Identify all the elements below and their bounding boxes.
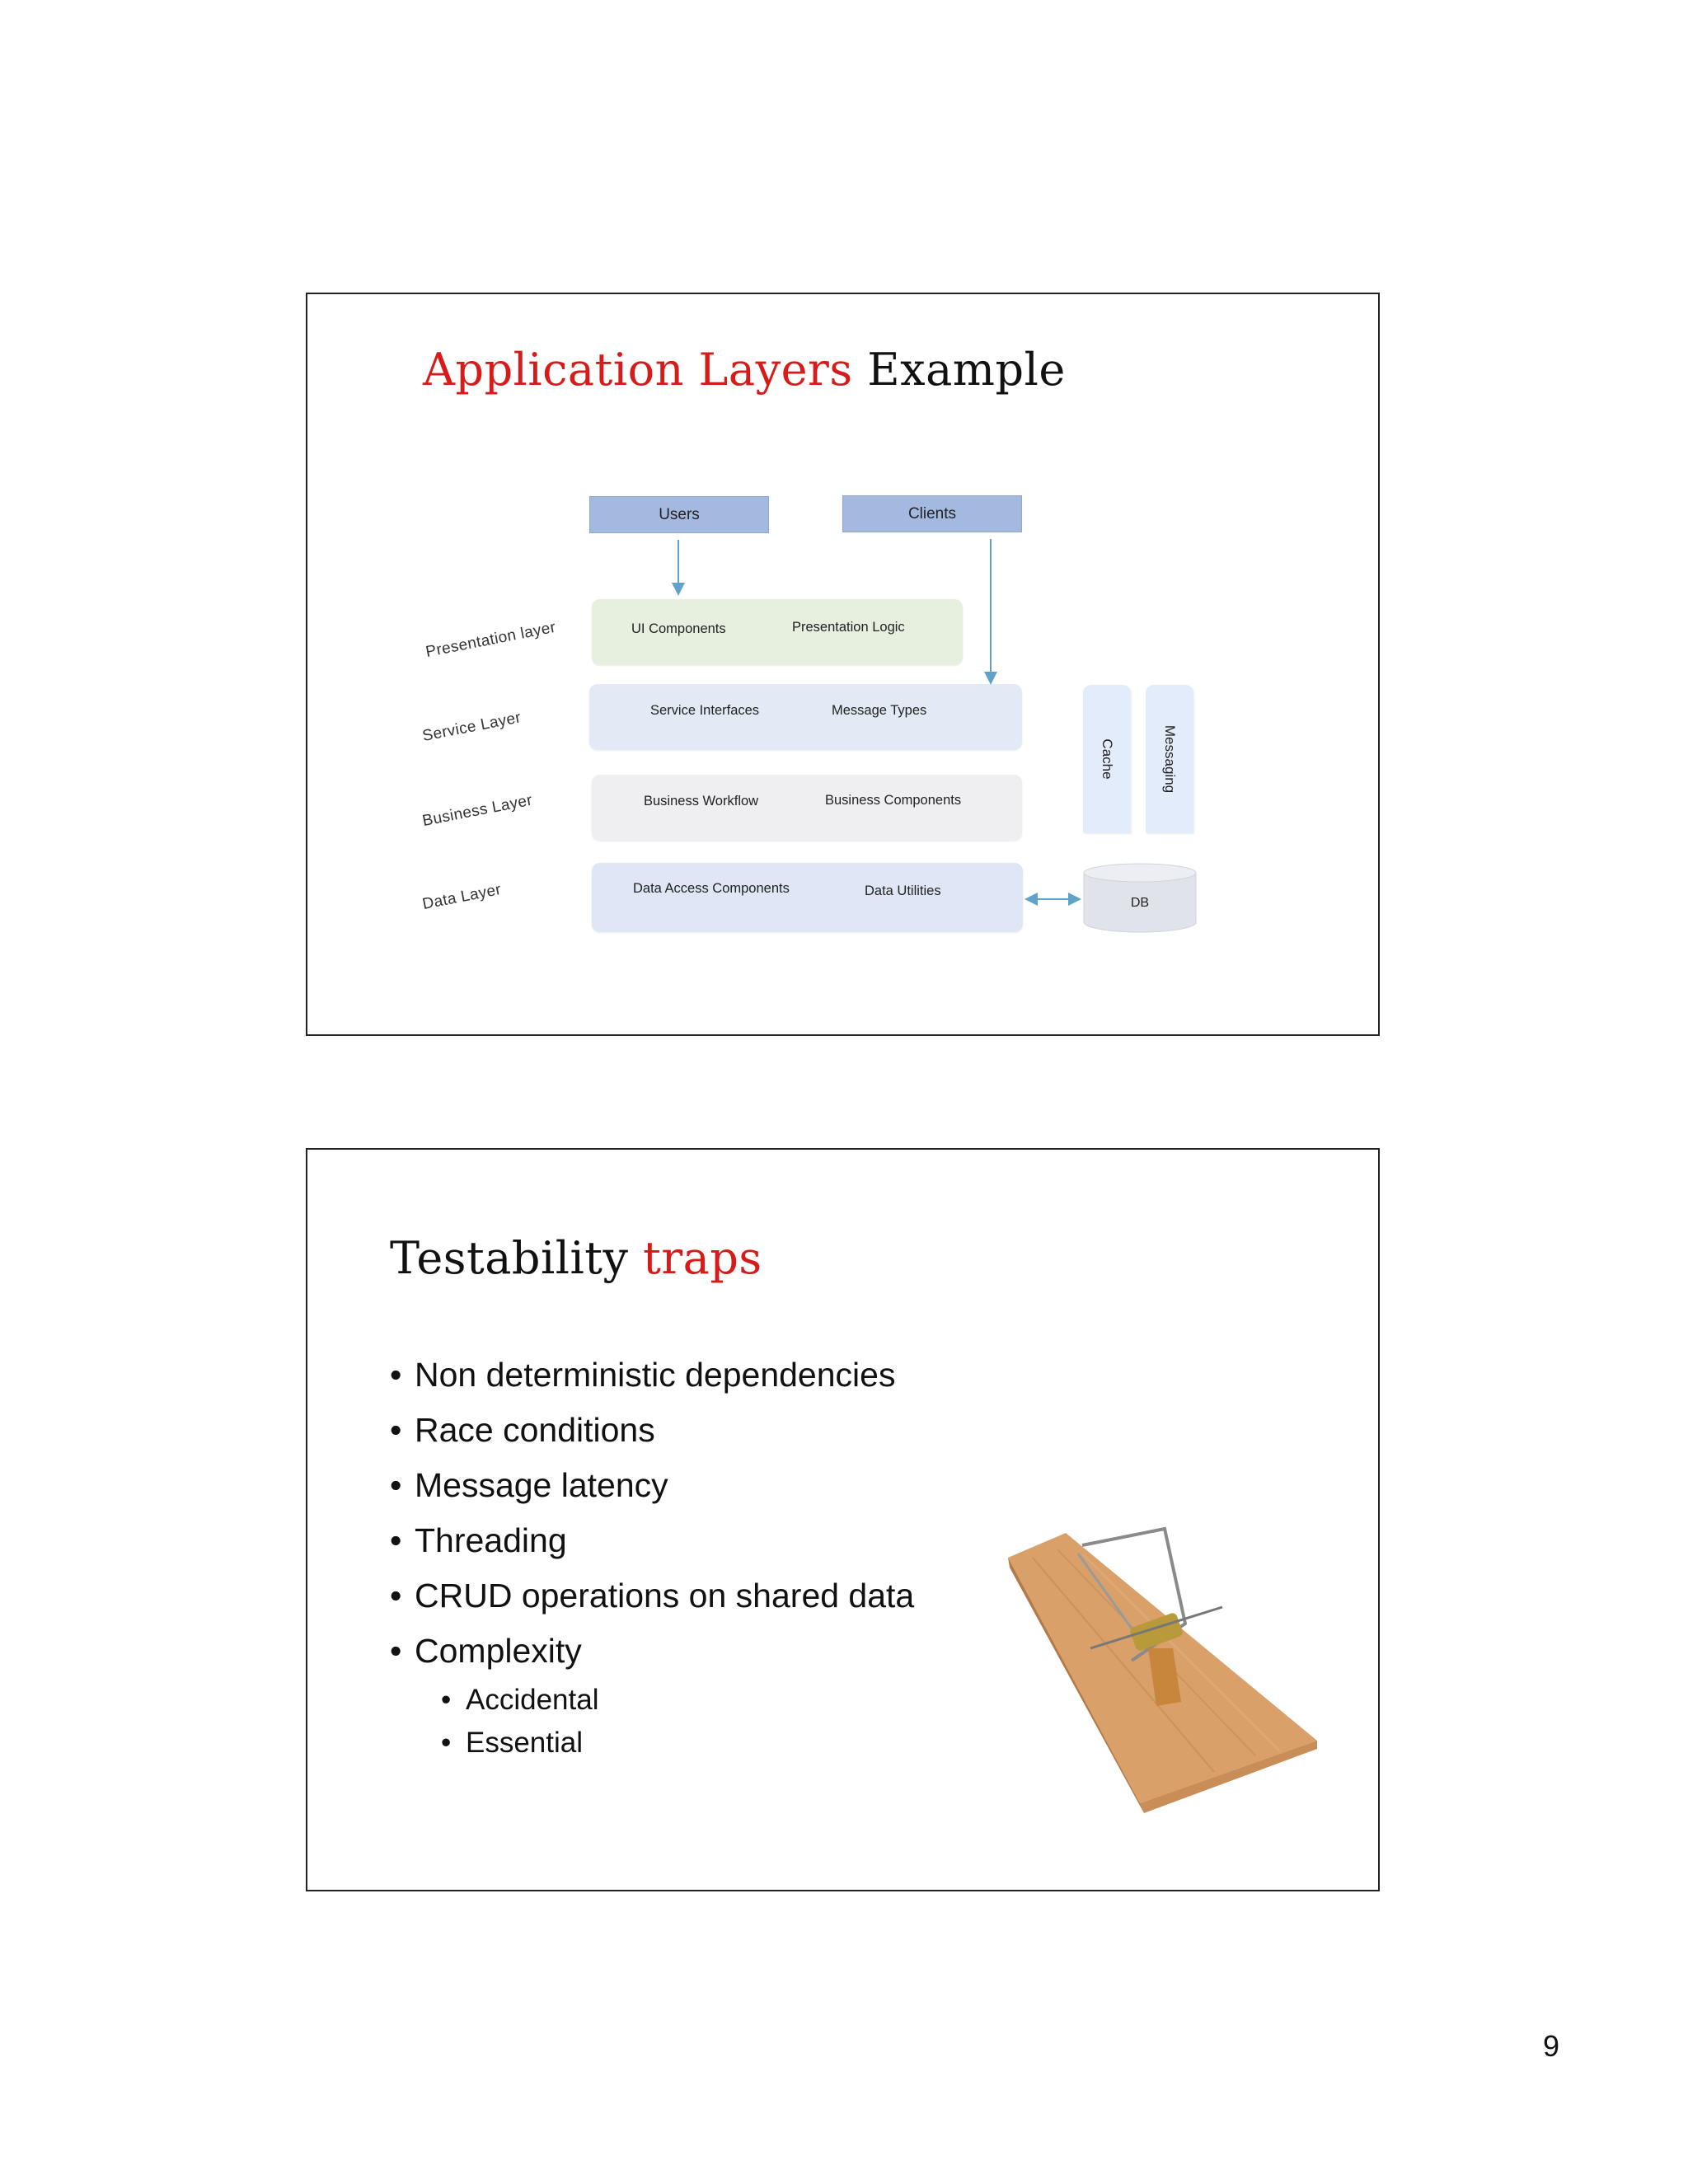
bullet-list (390, 1347, 914, 1765)
message-types: Message Types (832, 703, 927, 718)
diagram-arrows (307, 294, 1381, 1038)
data-utilities: Data Utilities (865, 883, 941, 898)
list-item: • Message latency (390, 1458, 914, 1513)
slide-title (390, 1232, 762, 1284)
cache-label: Cache (1100, 738, 1115, 780)
presentation-layer-label: Presentation layer (424, 618, 558, 662)
slide-application-layers (306, 293, 1380, 1036)
slide-testability-traps (306, 1148, 1380, 1891)
data-layer-label: Data Layer (420, 880, 503, 914)
title-rest: Testability (390, 1232, 644, 1284)
page-number: 9 (1543, 2029, 1560, 2063)
ui-components: UI Components (631, 621, 726, 636)
list-item: • Complexity (390, 1624, 914, 1679)
list-item: • CRUD operations on shared data (390, 1568, 914, 1624)
architecture-diagram (307, 294, 1378, 1034)
list-item: • Race conditions (390, 1403, 914, 1458)
list-item: • Non deterministic dependencies (390, 1347, 914, 1403)
db-label: DB (1130, 896, 1150, 910)
presentation-logic: Presentation Logic (792, 620, 905, 635)
service-interfaces: Service Interfaces (650, 703, 760, 718)
title-highlight: Application Layers (423, 344, 853, 396)
list-item: • Threading (390, 1513, 914, 1568)
users-label: Users (659, 505, 700, 523)
title-rest: Example (852, 344, 1066, 396)
sub-list-item: • Accidental (390, 1679, 914, 1722)
service-layer-label: Service Layer (420, 709, 523, 746)
clients-label: Clients (907, 504, 957, 523)
business-components: Business Components (825, 793, 962, 808)
mousetrap-image (1008, 1525, 1329, 1821)
title-highlight: traps (643, 1232, 762, 1284)
business-workflow: Business Workflow (644, 794, 759, 808)
business-layer-label: Business Layer (420, 791, 534, 831)
data-access-components: Data Access Components (633, 881, 790, 896)
sub-list-item: • Essential (390, 1722, 914, 1765)
messaging-label: Messaging (1162, 724, 1178, 794)
